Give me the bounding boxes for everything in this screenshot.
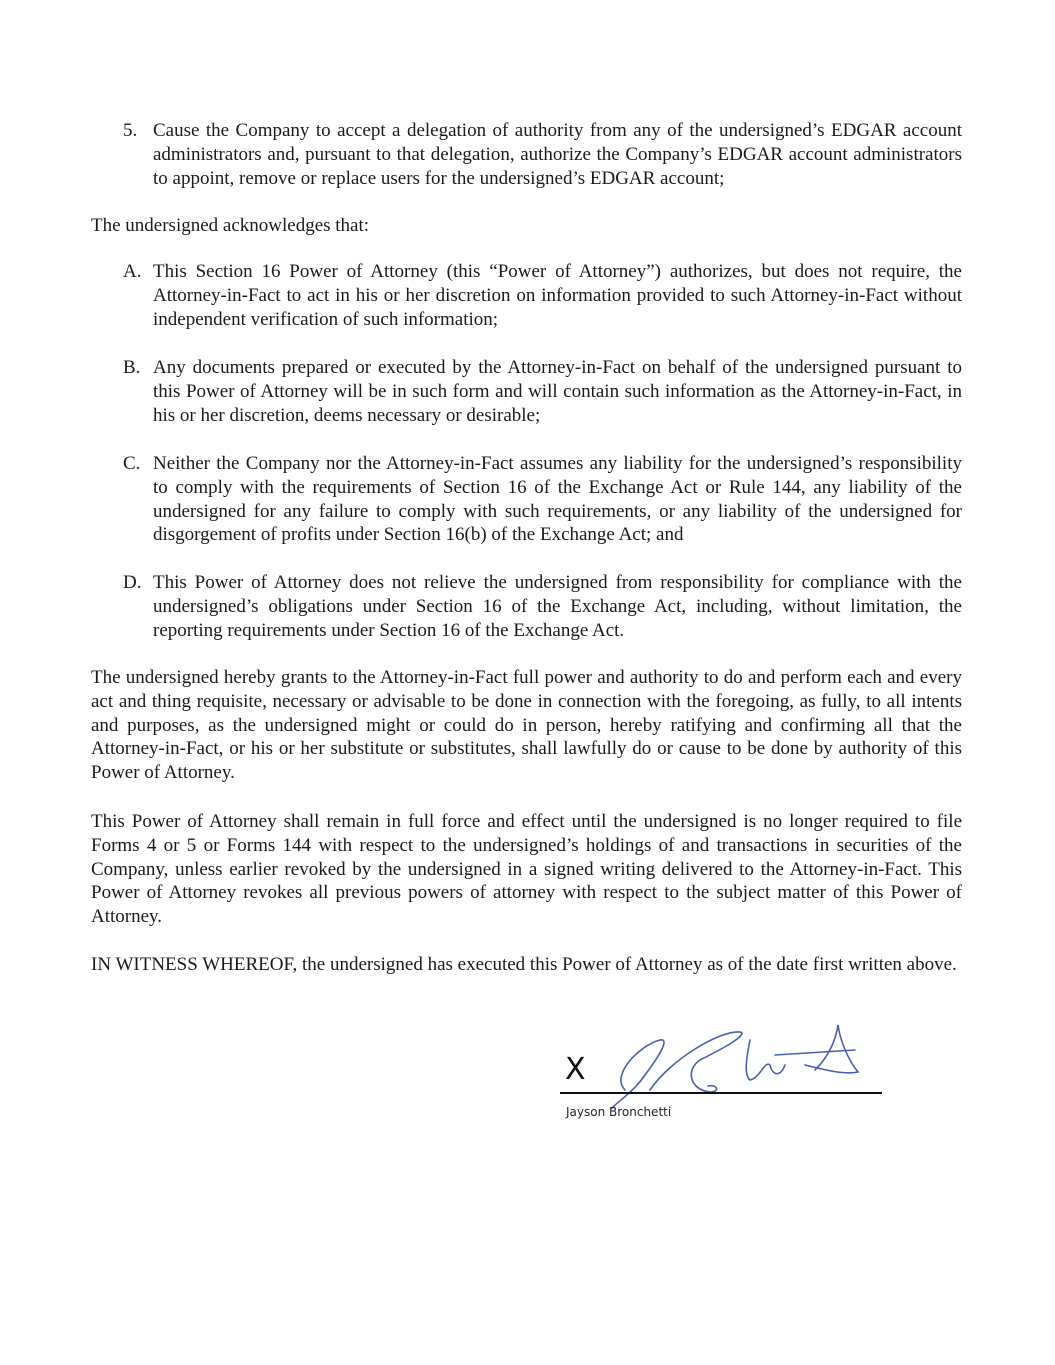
item-label: A. — [123, 261, 142, 282]
acknowledgement-a — [123, 260, 962, 331]
item-text: Cause the Company to accept a delegation of authority from any of the undersigned’s EDGAR account administrators and, pursuant to that delegation, authorize the Company’s EDGAR account administrators to appoint, remove or replace users for the undersigned’s EDGAR account; — [153, 120, 962, 189]
item-text: This Power of Attorney does not relieve the undersigned from responsibility for compliance with the undersigned’s obligations under Section 16 of the Exchange Act, including, without limitation, the reporting requirements under Section 16 of the Exchange Act. — [153, 572, 962, 641]
signature-block — [560, 1020, 890, 1130]
item-label: C. — [123, 453, 141, 474]
duration-paragraph: This Power of Attorney shall remain in full force and effect until the undersigned is no longer required to file Forms 4 or 5 or Forms 144 with respect to the undersigned’s holdings of and transactions in securities of the Company, unless earlier revoked by the undersigned in a signed writing delivered to the Attorney-in-Fact. This Power of Attorney revokes all previous powers of attorney with respect to the subject matter of this Power of Attorney. — [91, 811, 962, 928]
item-label: 5. — [123, 120, 138, 141]
item-label: D. — [123, 572, 142, 593]
item-text: Any documents prepared or executed by the Attorney-in-Fact on behalf of the undersigned pursuant to this Power of Attorney will be in such form and will contain such information as the Attorney-in-Fact, in his or her discretion, deems necessary or desirable; — [153, 357, 962, 426]
signature-line — [560, 1092, 882, 1094]
acknowledges-intro: The undersigned acknowledges that: — [91, 215, 370, 236]
signer-name: Jayson Bronchetti — [566, 1105, 672, 1119]
signature-x-mark: X — [565, 1052, 586, 1087]
item-text: This Section 16 Power of Attorney (this “Power of Attorney”) authorizes, but does not require, the Attorney-in-Fact to act in his or her discretion on information provided to such Attorney-in-Fact without independent verification of such information; — [153, 261, 962, 330]
item-text: Neither the Company nor the Attorney-in-Fact assumes any liability for the undersigned’s responsibility to comply with the requirements of Section 16 of the Exchange Act or Rule 144, any liability of the undersigned for any failure to comply with such requirements, or any liability of the undersigned for disgorgement of profits under Section 16(b) of the Exchange Act; and — [153, 453, 962, 546]
witness-paragraph: IN WITNESS WHEREOF, the undersigned has executed this Power of Attorney as of the date first written above. — [91, 954, 957, 975]
grant-paragraph: The undersigned hereby grants to the Attorney-in-Fact full power and authority to do and perform each and every act and thing requisite, necessary or advisable to be done in connection with the foregoing, as fully, to all intents and purposes, as the undersigned might or could do in person, hereby ratifying and confirming all that the Attorney-in-Fact, or his or her substitute or substitutes, shall lawfully do or cause to be done by authority of this Power of Attorney. — [91, 667, 962, 784]
acknowledgement-d — [123, 571, 962, 642]
acknowledgement-b — [123, 356, 962, 427]
acknowledgement-c — [123, 452, 962, 547]
list-item-5 — [123, 119, 962, 190]
item-label: B. — [123, 357, 141, 378]
